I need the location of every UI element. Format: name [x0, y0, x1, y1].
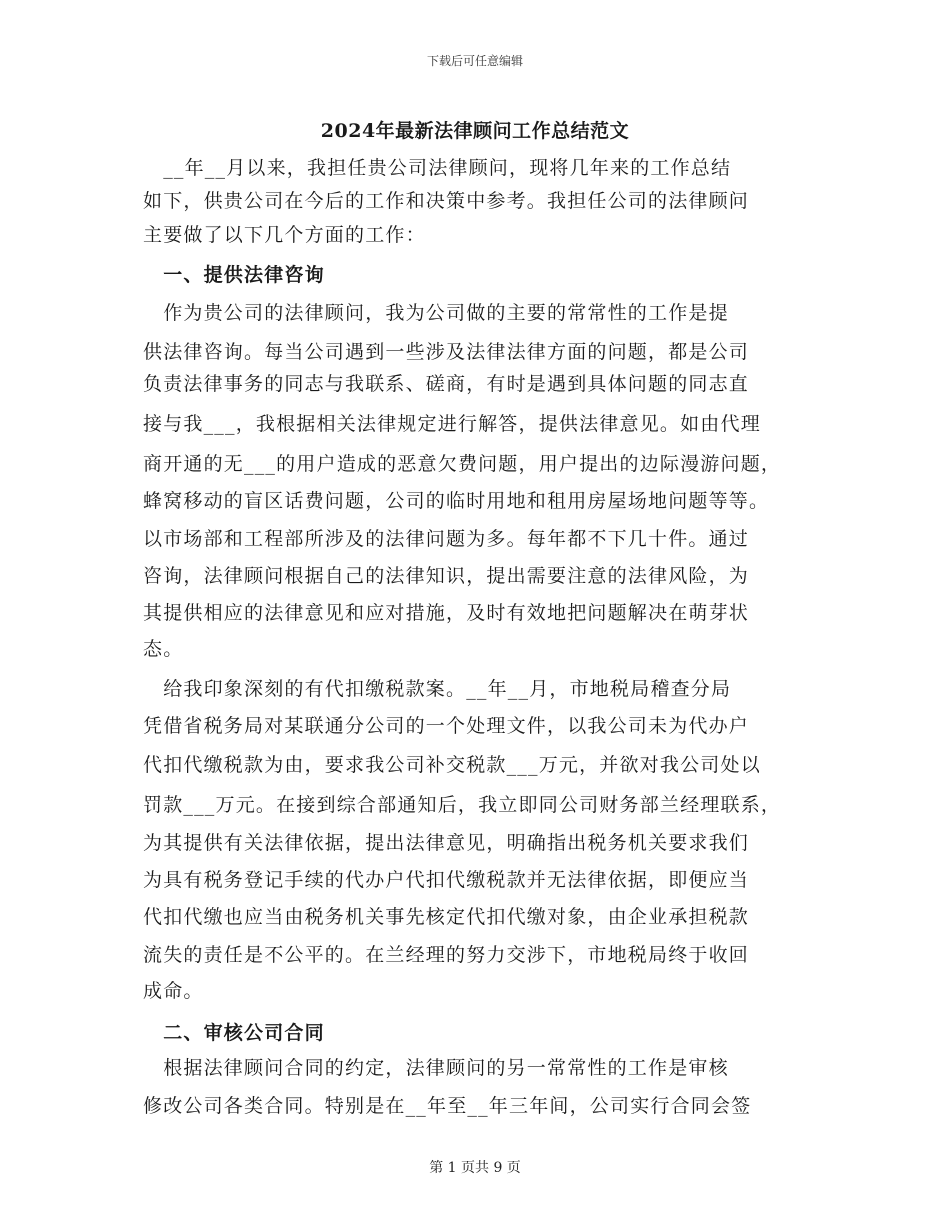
- paragraph-line: 态。: [143, 638, 184, 660]
- paragraph-line: 成命。: [143, 980, 204, 1002]
- paragraph-line: 代扣代缴税款为由，要求我公司补交税款___万元，并欲对我公司处以: [143, 754, 761, 776]
- document-title: 2024年最新法律顾问工作总结范文: [320, 120, 630, 142]
- page-footer: 第 1 页共 9 页: [429, 1160, 521, 1176]
- paragraph-line: 罚款___万元。在接到综合部通知后，我立即同公司财务部兰经理联系，: [143, 794, 782, 816]
- paragraph-line: 为具有税务登记手续的代办户代扣代缴税款并无法律依据，即便应当: [143, 869, 750, 891]
- paragraph-line: 为其提供有关法律依据，提出法律意见，明确指出税务机关要求我们: [143, 832, 750, 854]
- paragraph-line: 作为贵公司的法律顾问，我为公司做的主要的常常性的工作是提: [143, 302, 729, 324]
- paragraph-line: 主要做了以下几个方面的工作：: [143, 224, 426, 246]
- paragraph-line: 代扣代缴也应当由税务机关事先核定代扣代缴对象，由企业承担税款: [143, 906, 750, 928]
- section-heading: 一、提供法律咨询: [143, 264, 325, 286]
- paragraph-line: 凭借省税务局对某联通分公司的一个处理文件，以我公司未为代办户: [143, 715, 750, 737]
- paragraph-line: 蜂窝移动的盲区话费问题，公司的临时用地和租用房屋场地问题等等。: [143, 490, 770, 512]
- paragraph-line: 根据法律顾问合同的约定，法律顾问的另一常常性的工作是审核: [143, 1057, 729, 1079]
- paragraph-line: 如下，供贵公司在今后的工作和决策中参考。我担任公司的法律顾问: [143, 190, 750, 212]
- paragraph-line: 其提供相应的法律意见和应对措施，及时有效地把问题解决在萌芽状: [143, 602, 750, 624]
- paragraph-line: 修改公司各类合同。特别是在__年至__年三年间，公司实行合同会签: [143, 1095, 752, 1117]
- paragraph-line: 商开通的无___的用户造成的恶意欠费问题，用户提出的边际漫游问题，: [143, 453, 782, 475]
- paragraph-line: __年__月以来，我担任贵公司法律顾问，现将几年来的工作总结: [143, 157, 732, 179]
- paragraph-line: 给我印象深刻的有代扣缴税款案。__年__月，市地税局稽查分局: [143, 678, 732, 700]
- paragraph-line: 供法律咨询。每当公司遇到一些涉及法律法律方面的问题，都是公司: [143, 341, 750, 363]
- paragraph-line: 接与我___，我根据相关法律规定进行解答，提供法律意见。如由代理: [143, 413, 761, 435]
- paragraph-line: 咨询，法律顾问根据自己的法律知识，提出需要注意的法律风险，为: [143, 565, 750, 587]
- page-header: 下载后可任意编辑: [426, 54, 523, 68]
- paragraph-line: 以市场部和工程部所涉及的法律问题为多。每年都不下几十件。通过: [143, 528, 750, 550]
- paragraph-line: 流失的责任是不公平的。在兰经理的努力交涉下，市地税局终于收回: [143, 944, 750, 966]
- paragraph-line: 负责法律事务的同志与我联系、磋商，有时是遇到具体问题的同志直: [143, 373, 750, 395]
- section-heading: 二、审核公司合同: [143, 1022, 325, 1044]
